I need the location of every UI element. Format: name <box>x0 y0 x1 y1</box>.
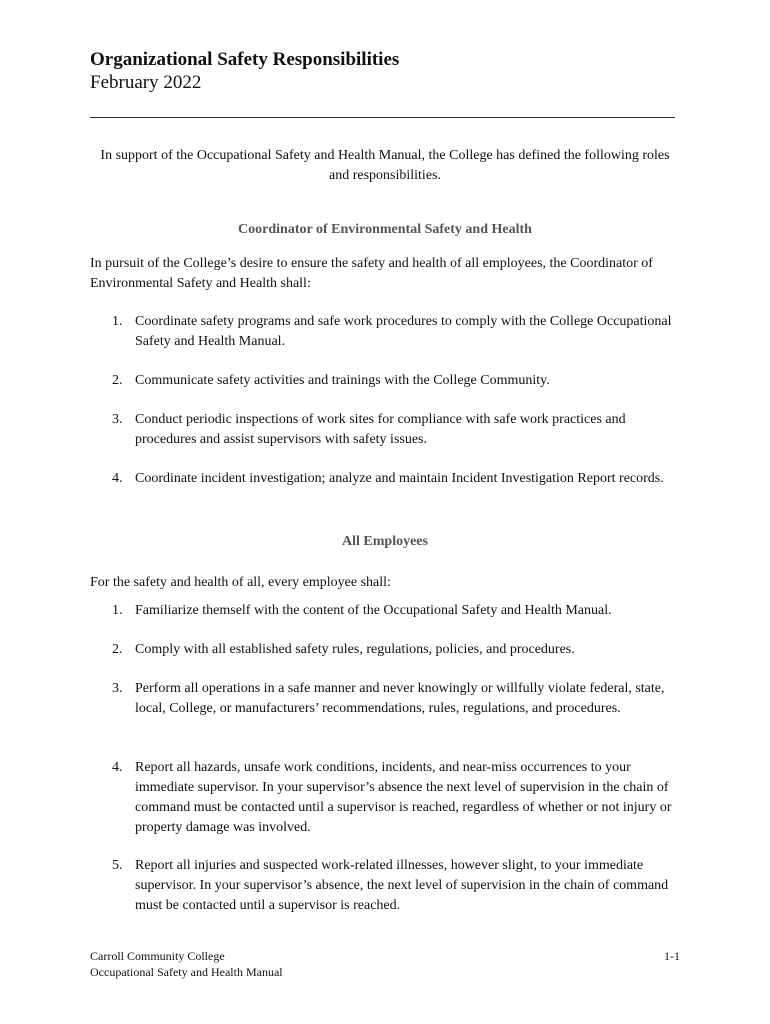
page-number: 1-1 <box>664 949 680 963</box>
list-item-text: Familiarize themself with the content of the Occupational Safety and Health Manual. <box>135 603 612 618</box>
list-item-text: Comply with all established safety rules, regulations, policies, and procedures. <box>135 642 575 657</box>
list-item-number: 4. <box>112 471 123 486</box>
list-item <box>90 640 680 660</box>
list-item <box>90 856 680 916</box>
list-item-number: 3. <box>112 412 123 427</box>
document-title: Organizational Safety Responsibilities <box>90 49 400 70</box>
list-item-text: Conduct periodic inspections of work sites for compliance with safe work practices and procedures and assist supervisors with safety issues. <box>135 412 626 447</box>
list-item-text: Report all injuries and suspected work-related illnesses, however slight, to your immediate supervisor. In your supervisor’s absence, the next level of supervision in the chain of command must be contacted until a supervisor is reached. <box>135 858 669 913</box>
footer-college-name: Carroll Community College <box>90 949 225 963</box>
list-item-text: Coordinate incident investigation; analyze and maintain Incident Investigation Report records. <box>135 471 664 486</box>
list-item <box>90 601 680 621</box>
list-item-number: 3. <box>112 681 123 696</box>
list-item <box>90 371 680 391</box>
list-item <box>90 312 680 352</box>
section-lead-coordinator: In pursuit of the College’s desire to ensure the safety and health of all employees, the Coordinator of Environmental Safety and Health shall: <box>90 256 653 291</box>
section-heading-all-employees: All Employees <box>342 534 428 549</box>
footer-left <box>90 948 283 980</box>
list-item <box>90 469 680 489</box>
list-item <box>90 410 680 450</box>
list-item-text: Perform all operations in a safe manner and never knowingly or willfully violate federal, state, local, College, or manufacturers’ recommendations, rules, regulations, and procedures. <box>135 681 665 716</box>
list-item <box>90 679 680 719</box>
list-item-number: 5. <box>112 858 123 873</box>
list-item-number: 2. <box>112 642 123 657</box>
list-item-text: Report all hazards, unsafe work conditions, incidents, and near-miss occurrences to your immediate supervisor. In your supervisor’s absence the next level of supervision in the chain of command must be contacted until a supervisor is reached, regardless of whether or not injury or property damage was involved. <box>135 760 672 835</box>
document-date: February 2022 <box>90 72 202 93</box>
footer-manual-name: Occupational Safety and Health Manual <box>90 965 283 979</box>
title-divider <box>90 117 675 118</box>
section-heading-coordinator: Coordinator of Environmental Safety and Health <box>238 222 532 237</box>
list-item-number: 1. <box>112 603 123 618</box>
list-item-text: Coordinate safety programs and safe work procedures to comply with the College Occupational Safety and Health Manual. <box>135 314 672 349</box>
list-item <box>90 758 680 838</box>
list-item-number: 2. <box>112 373 123 388</box>
list-item-number: 1. <box>112 314 123 329</box>
list-item-number: 4. <box>112 760 123 775</box>
section-lead-all-employees: For the safety and health of all, every employee shall: <box>90 575 391 590</box>
list-item-text: Communicate safety activities and trainings with the College Community. <box>135 373 550 388</box>
intro-paragraph: In support of the Occupational Safety and Health Manual, the College has defined the following roles and responsibilities. <box>100 148 670 183</box>
